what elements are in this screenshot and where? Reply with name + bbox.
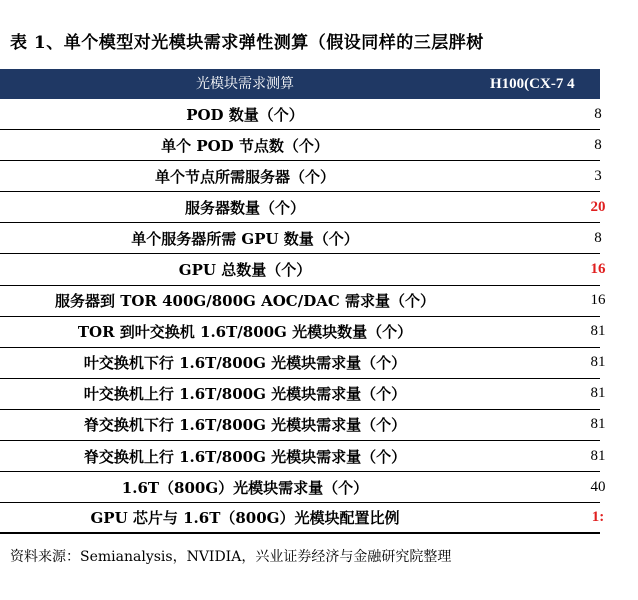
source-note: 资料来源：Semianalysis，NVIDIA，兴业证券经济与金融研究院整理 — [10, 549, 452, 565]
row-label: 叶交换机上行 1.6T/800G 光模块需求量（个） — [83, 385, 407, 404]
table-row — [0, 348, 606, 379]
table-row — [0, 161, 600, 192]
row-label: 服务器到 TOR 400G/800G AOC/DAC 需求量（个） — [54, 292, 435, 311]
table-row — [0, 99, 600, 130]
row-value: 81 — [590, 385, 606, 402]
row-label: 服务器数量（个） — [184, 198, 305, 217]
row-label: 单个 POD 节点数（个） — [161, 136, 329, 155]
row-label: GPU 芯片与 1.6T（800G）光模块配置比例 — [90, 509, 400, 528]
row-label: 单个节点所需服务器（个） — [154, 167, 335, 186]
row-value: 81 — [590, 323, 606, 340]
row-value: 8 — [594, 105, 602, 122]
row-label: 脊交换机下行 1.6T/800G 光模块需求量（个） — [83, 416, 407, 435]
table-row — [0, 254, 606, 285]
row-value: 1: — [591, 509, 605, 526]
row-label: 叶交换机下行 1.6T/800G 光模块需求量（个） — [83, 354, 407, 373]
header-label-column: 光模块需求测算 — [196, 76, 294, 92]
row-label: 1.6T（800G）光模块需求量（个） — [121, 478, 369, 497]
row-value: 81 — [590, 447, 606, 464]
row-label: GPU 总数量（个） — [178, 261, 312, 280]
row-value: 3 — [594, 167, 602, 184]
row-value: 81 — [590, 416, 606, 433]
row-value: 40 — [590, 478, 606, 495]
row-label: 脊交换机上行 1.6T/800G 光模块需求量（个） — [83, 447, 407, 466]
row-value: 20 — [590, 198, 606, 215]
table-body — [0, 99, 606, 534]
table-row — [0, 192, 606, 223]
row-value: 16 — [590, 292, 606, 309]
table-row — [0, 223, 600, 254]
row-label: POD 数量（个） — [186, 105, 304, 124]
table-row — [0, 286, 606, 317]
row-value: 81 — [590, 354, 606, 371]
table-row — [0, 130, 600, 161]
table-row — [0, 472, 606, 503]
table-row — [0, 441, 606, 472]
table-row — [0, 503, 605, 534]
row-value: 8 — [594, 136, 602, 153]
row-label: 单个服务器所需 GPU 数量（个） — [131, 229, 359, 248]
table-row — [0, 317, 606, 348]
row-value: 16 — [590, 261, 606, 278]
table-row — [0, 379, 606, 410]
header-value-column: H100(CX-7 4 — [490, 76, 575, 92]
table-row — [0, 410, 606, 441]
table-header — [0, 69, 600, 99]
table-title: 表 1、单个模型对光模块需求弹性测算（假设同样的三层胖树 — [10, 33, 484, 53]
row-label: TOR 到叶交换机 1.6T/800G 光模块数量（个） — [77, 323, 413, 342]
row-value: 8 — [594, 229, 602, 246]
